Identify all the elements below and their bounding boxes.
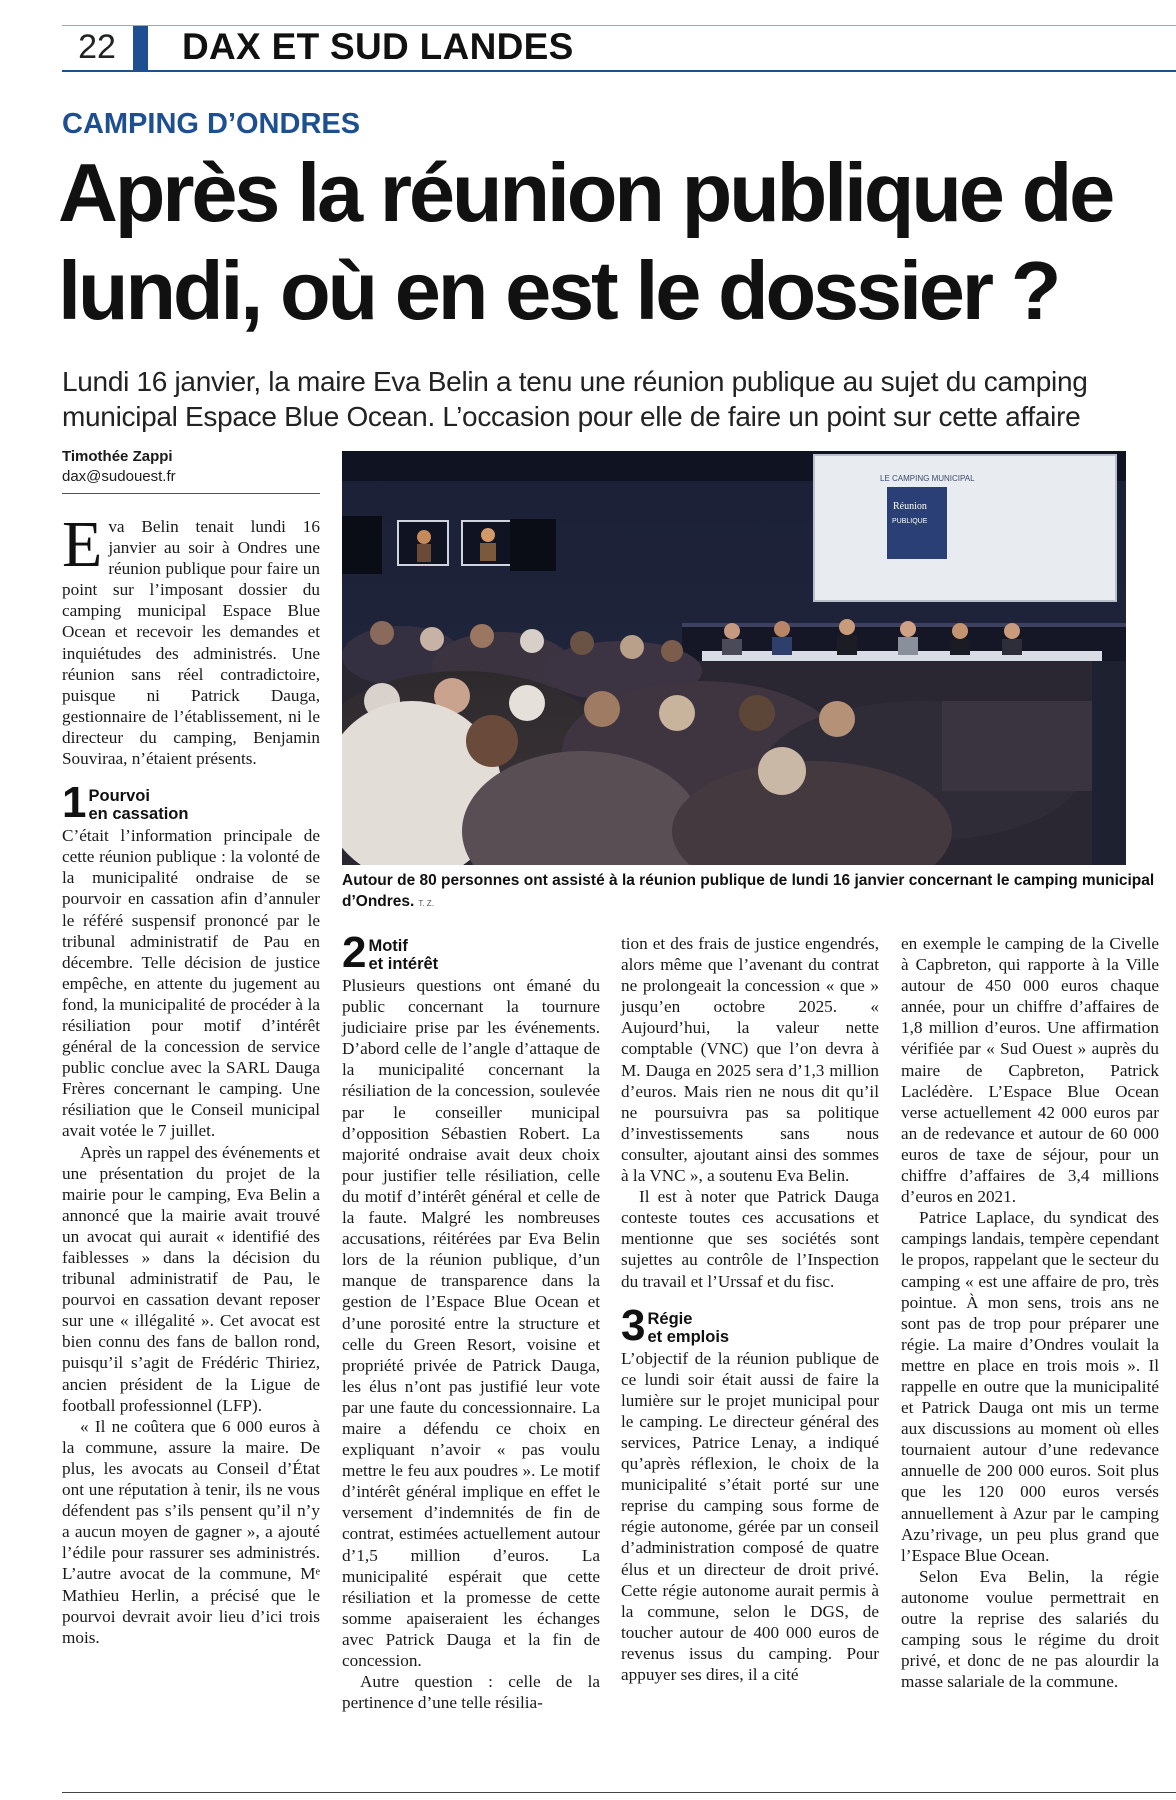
section-2-title-line-2: et intérêt — [368, 955, 439, 973]
section-2-number: 2 — [342, 933, 367, 973]
byline — [62, 447, 320, 494]
column-4-paragraph-1: en exemple le camping de la Civelle à Capbreton, qui rapporte à la Ville autour de 450 000 euros chaque année, pour un chiffre d’affaires de 1,8 million d’euros. Une affirmation vérifiée par « Sud Ouest » auprès du maire de Capbreton, Patrick Laclédère. L’Espace Blue Ocean verse actuellement 42 000 euros par an de redevance et autour de 60 000 euros de taxe de séjour, pour un chiffre d’affaires de 3,4 millions d’euros en 2021. — [901, 934, 1159, 1207]
column-2 — [342, 933, 600, 1713]
section-3-heading — [621, 1306, 879, 1346]
side-railing — [1092, 661, 1126, 865]
article-headline — [58, 144, 1168, 340]
section-title: DAX ET SUD LANDES — [182, 26, 574, 67]
column-1 — [62, 508, 320, 1648]
column-3-paragraph-2: Il est à noter que Patrick Dauga conteste toutes ces accusations et mentionne que ses sociétés sont sujettes au contrôle de l’Inspection du travail et l’Urssaf et du fisc. — [621, 1187, 879, 1291]
section-2-heading — [342, 933, 600, 973]
section-1-heading — [62, 783, 320, 823]
photo-caption — [342, 870, 1162, 914]
intro-text: va Belin tenait lundi 16 janvier au soir à Ondres une réunion publique pour faire un point sur l’imposant dossier du camping municipal Espace Blue Ocean et recevoir les demandes et inquiétudes des administrés. Une réunion sans réel contradictoire, puisque ni Patrick Dauga, gestionnaire de l’établissement, ni le directeur du camping, Benjamin Souviraa, n’étaient présents. — [62, 517, 320, 769]
page-number: 22 — [78, 28, 116, 66]
article-kicker: CAMPING D’ONDRES — [62, 108, 361, 140]
section-2-paragraph-1: Plusieurs questions ont émané du public concernant la tournure judiciaire prise par les événements. D’abord celle de l’angle d’attaque de la municipalité concernant la résiliation de la concession, soulevée par le conseiller municipal d’opposition Sébastien Robert. La majorité ondraise avait deux choix pour justifier telle résiliation, celle du motif d’intérêt général et celle de la faute. Malgré les nombreuses accusations, réitérées par Eva Belin lors de la réunion publique, d’un manque de transparence dans la gestion de l’Espace Blue Ocean et d’une porosité entre la structure et celle du Green Resort, voisine et propriété privée de Patrick Dauga, les élus n’ont pas justifié leur vote par une faute du concessionnaire. La maire a défendu ce choix en expliquant n’avoir « pas voulu mettre le feu aux poudres ». Le motif d’intérêt général implique en effet le versement d’indemnités de fin de contrat, estimées actuellement autour d’1,5 million d’euros. La municipalité espérait que cette résiliation et la promesse de cette somme apaiseraient les échanges avec Patrick Dauga et la fin de concession. — [342, 976, 600, 1670]
caption-text: Autour de 80 personnes ont assisté à la réunion publique de lundi 16 janvier concernant le camping municipal d’Ondres. — [342, 872, 1155, 910]
screen-text-2: Réunion — [893, 501, 927, 512]
section-1-title-line-2: en cassation — [88, 805, 189, 824]
column-3-paragraph-1: tion et des frais de justice engendrés, alors même que l’avenant du contrat ne prolongeait la concession « que » jusqu’en octobre 2025. « Aujourd’hui, la valeur nette comptable (VNC) que l’on devra à M. Dauga en 2025 sera d’1,3 million d’euros. Mais rien ne nous dit qu’il ne poursuivra pas sa politique d’investissements sans nous consulter, ajoutant ainsi des sommes à la VNC », a soutenu Eva Belin. — [621, 934, 879, 1186]
section-3-title-line-1: Régie — [647, 1309, 693, 1328]
intro-paragraph — [62, 508, 320, 769]
article-standfirst — [62, 364, 1172, 434]
section-1-title-line-1: Pourvoi — [88, 787, 150, 806]
section-1-number: 1 — [62, 783, 87, 824]
section-1-paragraph-3: « Il ne coûtera que 6 000 euros à la commune, assure la maire. De plus, les avocats au Conseil d’État ont une réputation à tenir, ils ne vous défendent pas s’ils pensent qu’il n’y a aucun moyen de gagner », a ajouté l’édile pour rassurer ses administrés. L’autre avocat de la commune, Mᵉ Mathieu Herlin, a précisé que le pourvoi devrait avoir lieu d’ici trois mois. — [62, 1416, 320, 1647]
screen-text-3: PUBLIQUE — [892, 518, 928, 525]
article-photo — [342, 451, 1126, 865]
frame-figure-2-body — [480, 543, 496, 561]
meeting-hall-illustration — [342, 451, 1126, 865]
headline-line-2: lundi, où en est le dossier ? — [58, 244, 1059, 337]
section-1-paragraph-1: C’était l’information principale de cette réunion publique : la volonté de la municipalité ondraise de se pourvoir en cassation afin d’annuler le référé suspensif prononcé par le tribunal administratif de Pau en décembre. Telle décision de justice empêche, en attente du jugement au fond, la municipalité de procéder à la résiliation pour motif d’intérêt général de la concession de service public conclue avec la SARL Dauga Frères concernant le camping. Une résiliation que le Conseil municipal avait votée le 7 juillet. — [62, 826, 320, 1141]
section-color-bar — [133, 26, 148, 70]
wall-frame-4 — [510, 519, 556, 571]
column-4 — [901, 933, 1159, 1692]
headline-line-1: Après la réunion publique de — [58, 146, 1113, 239]
wall-frame-1 — [342, 516, 382, 574]
column-4-paragraph-2: Patrice Laplace, du syndicat des campings landais, tempère cependant le propos, rappelant que le secteur du camping « est une affaire de pro, très pointue. À mon sens, trois ans ne sont pas de trop pour préparer une régie. La maire d’Ondres voulait la mettre en place en trois mois ». Il rappelle en outre que la municipalité et Patrick Dauga ont mis un terme aux discussions au moment où elles tournaient autour d’une redevance annuelle de 200 000 euros. Soit plus que les 120 000 euros versés annuellement à Azur par le camping Azu’rivage, un peu plus grand que l’Espace Blue Ocean. — [901, 1208, 1159, 1565]
bottom-rule — [62, 1792, 1176, 1793]
screen-text-1: LE CAMPING MUNICIPAL — [880, 474, 975, 483]
column-3 — [621, 933, 879, 1685]
section-2-title — [342, 933, 600, 973]
standfirst-line-2: municipal Espace Blue Ocean. L’occasion pour elle de faire un point sur cette affaire — [62, 401, 1081, 432]
section-3-title — [621, 1306, 879, 1346]
section-1-title — [62, 783, 320, 823]
section-3-title-line-2: et emplois — [647, 1327, 730, 1346]
frame-figure-2 — [481, 528, 495, 542]
standfirst-line-1: Lundi 16 janvier, la maire Eva Belin a tenu une réunion publique au sujet du camping — [62, 366, 1088, 397]
frame-figure-1-body — [417, 544, 431, 562]
author-name: Timothée Zappi — [62, 448, 173, 465]
photo-credit: T. Z. — [418, 899, 434, 908]
section-3-paragraph-1: L’objectif de la réunion publique de ce lundi soir était aussi de faire la lumière sur le projet municipal pour le camping. Le directeur général des services, Patrice Lenay, a indiqué qu’après réflexion, le choix de la municipalité s’était porté sur une reprise du camping sous forme de régie autonome, gérée par un conseil d’administration composé de quatre élus et un directeur de droit privé. Cette régie autonome aurait permis à la commune, selon le DGS, de toucher autour de 400 000 euros de revenus issus du camping. Pour appuyer ses dires, il a cité — [621, 1348, 879, 1684]
section-2-title-line-1: Motif — [368, 937, 408, 955]
section-2-paragraph-2: Autre question : celle de la pertinence d’une telle résilia- — [342, 1672, 600, 1713]
section-1-paragraph-2: Après un rappel des événements et une présentation du projet de la mairie pour le camping, Eva Belin a annoncé que la mairie avait trouvé un avocat qui aurait « identifié des faiblesses » dans la décision du tribunal administratif de Pau, le pourvoi en cassation devant reposer sur une « illégalité ». Cet avocat est bien connu des fans de ballon rond, puisqu’il s’agit de Frédéric Thiriez, ancien président de la Ligue de football professionnel (LFP). — [62, 1142, 320, 1415]
column-4-paragraph-3: Selon Eva Belin, la régie autonome voulue permettrait en outre la reprise des salariés du camping sous le régime du droit privé, et donc de ne pas alourdir la masse salariale de la commune. — [901, 1566, 1159, 1692]
header-rule — [62, 70, 1176, 72]
section-3-number: 3 — [621, 1305, 646, 1346]
frame-figure-1 — [417, 530, 431, 544]
author-email: dax@sudouest.fr — [62, 468, 176, 485]
drop-cap: E — [62, 508, 103, 581]
